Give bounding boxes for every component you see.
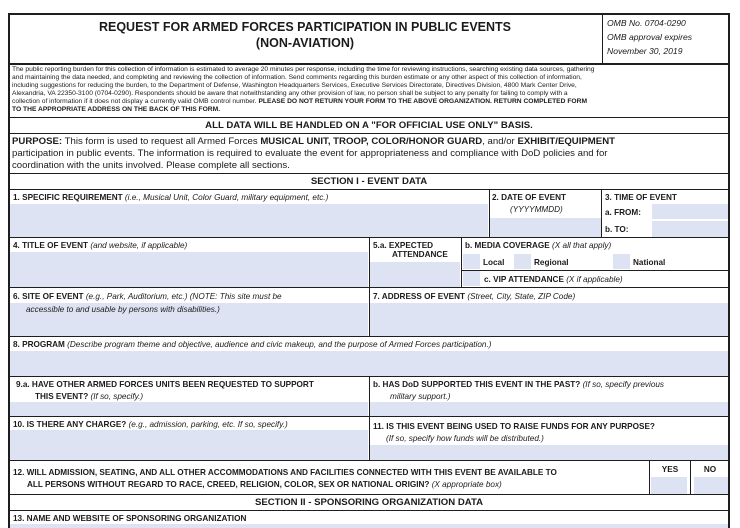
title-of-event-hint: (and website, if applicable) — [90, 241, 188, 250]
dod-supported-field[interactable] — [370, 402, 728, 416]
section-1-heading: SECTION I - EVENT DATA — [310, 176, 428, 187]
accommodations-label-2 — [27, 479, 502, 490]
other-units-label: 9.a. HAVE OTHER ARMED FORCES UNITS BEEN REQUESTED TO SUPPORT — [16, 380, 314, 389]
address-of-event-label — [373, 291, 575, 302]
address-of-event-hint: (Street, City, State, ZIP Code) — [467, 292, 576, 301]
no-checkbox[interactable] — [694, 477, 728, 494]
title-of-event-title: 4. TITLE OF EVENT — [13, 241, 89, 250]
purpose-label: PURPOSE: — [12, 136, 63, 147]
program-title: 8. PROGRAM — [13, 340, 65, 349]
other-units-field[interactable] — [10, 402, 368, 416]
omb-expiration-date: November 30, 2019 — [607, 46, 683, 56]
site-of-event-label — [13, 291, 282, 302]
accommodations-label: 12. WILL ADMISSION, SEATING, AND ALL OTHER ACCOMMODATIONS AND FACILITIES CONNECTED WITH THIS EVENT BE AVAILABLE TO — [13, 468, 557, 477]
address-of-event-field[interactable] — [370, 303, 728, 336]
site-of-event-title: 6. SITE OF EVENT — [13, 292, 84, 301]
accommodations-hint: (X appropriate box) — [431, 480, 502, 489]
no-label: NO — [703, 465, 717, 474]
burden-line-5 — [12, 98, 587, 106]
burden-line-1: The public reporting burden for this collection of information is estimated to average 20 minutes per response, including the time for reviewing instructions, searching existing data sources, gathering — [12, 66, 595, 73]
date-of-event-label: 2. DATE OF EVENT — [492, 193, 566, 202]
address-of-event-title: 7. ADDRESS OF EVENT — [373, 292, 466, 301]
date-of-event-field[interactable] — [490, 218, 601, 237]
burden-line-3: including suggestions for reducing the burden, to the Department of Defense, Washington Headquarters Services, Executive Services Directorate, Directives Division, 4800 Mark Center Drive, — [12, 82, 577, 89]
yes-label: YES — [661, 465, 679, 474]
specific-requirement-label — [13, 192, 328, 203]
dod-supported-hint: (If so, specify previous — [582, 380, 665, 389]
time-from-field[interactable] — [652, 204, 728, 219]
form-subtitle: (NON-AVIATION) — [255, 36, 355, 50]
purpose-bold-1: MUSICAL UNIT, TROOP, COLOR/HONOR GUARD — [260, 136, 483, 147]
specific-requirement-field[interactable] — [10, 204, 488, 237]
burden-line-6: TO THE APPROPRIATE ADDRESS ON THE BACK OF THIS FORM. — [12, 106, 221, 113]
media-coverage-label — [465, 240, 611, 251]
purpose-text-1: This form is used to request all Armed Forces — [64, 136, 258, 147]
vip-attendance-title: c. VIP ATTENDANCE — [484, 275, 564, 284]
any-charge-title: 10. IS THERE ANY CHARGE? — [13, 420, 127, 429]
section-2-heading: SECTION II - SPONSORING ORGANIZATION DATA — [254, 497, 484, 508]
local-checkbox[interactable] — [463, 254, 480, 269]
site-of-event-hint: (e.g., Park, Auditorium, etc.) (NOTE: This site must be — [85, 292, 282, 301]
raise-funds-hint: (If so, specify how funds will be distributed.) — [386, 434, 544, 443]
omb-expires-label: OMB approval expires — [607, 32, 693, 42]
other-units-title: THIS EVENT? — [35, 392, 89, 401]
program-label — [13, 339, 491, 350]
purpose-line-3: coordination with the units involved. Please complete all sections. — [12, 160, 290, 171]
dod-supported-title: b. HAS DoD SUPPORTED THIS EVENT IN THE PAST? — [373, 380, 581, 389]
national-label: National — [633, 258, 666, 267]
any-charge-hint: (e.g., admission, parking, etc. If so, specify.) — [128, 420, 288, 429]
date-of-event-hint: (YYYYMMDD) — [510, 205, 563, 214]
burden-line-5-text: collection of information if it does not display a currently valid OMB control number. — [12, 98, 257, 105]
expected-attendance-label: 5.a. EXPECTED — [373, 241, 434, 250]
title-of-event-label — [13, 240, 187, 251]
program-field[interactable] — [10, 351, 728, 376]
title-of-event-field[interactable] — [10, 252, 368, 287]
site-of-event-note: accessible to and usable by persons with disabilities.) — [26, 305, 220, 314]
regional-label: Regional — [534, 258, 569, 267]
time-from-label: a. FROM: — [605, 208, 641, 217]
purpose-line-1 — [12, 136, 615, 148]
time-to-field[interactable] — [652, 221, 728, 237]
burden-line-2: and maintaining the data needed, and completing and reviewing the collection of information. Send comments regarding this burden estimate or any other aspect of this collection of information, — [12, 74, 582, 81]
fouo-banner: ALL DATA WILL BE HANDLED ON A "FOR OFFICIAL USE ONLY" BASIS. — [205, 120, 533, 131]
expected-attendance-label-2: ATTENDANCE — [392, 250, 448, 259]
other-units-hint: (If so, specify.) — [90, 392, 144, 401]
vip-attendance-checkbox[interactable] — [463, 271, 480, 286]
purpose-bold-2: EXHIBIT/EQUIPMENT — [517, 136, 615, 147]
time-of-event-label: 3. TIME OF EVENT — [605, 193, 677, 202]
regional-checkbox[interactable] — [514, 254, 531, 269]
program-hint: (Describe program theme and objective, audience and civic makeup, and the purpose of Armed Forces participation.) — [67, 340, 492, 349]
purpose-text-2: , and/or — [482, 136, 515, 147]
media-coverage-hint: (X all that apply) — [552, 241, 612, 250]
any-charge-label — [13, 419, 288, 430]
accommodations-title: ALL PERSONS WITHOUT REGARD TO RACE, CREED, RELIGION, COLOR, SEX OR NATIONAL ORIGIN? — [27, 480, 430, 489]
vip-attendance-label — [484, 274, 623, 285]
sponsoring-organization-field[interactable] — [10, 524, 728, 528]
other-units-label-2 — [35, 391, 143, 402]
media-coverage-title: b. MEDIA COVERAGE — [465, 241, 550, 250]
time-to-label: b. TO: — [605, 225, 629, 234]
national-checkbox[interactable] — [613, 254, 630, 269]
expected-attendance-field[interactable] — [370, 262, 460, 287]
specific-requirement-hint: (i.e., Musical Unit, Color Guard, military equipment, etc.) — [124, 193, 329, 202]
dod-supported-label — [373, 379, 664, 390]
form-title: REQUEST FOR ARMED FORCES PARTICIPATION IN PUBLIC EVENTS — [98, 20, 512, 34]
burden-line-4: Alexandria, VA 22350-3100 (0704-0290). Respondents should be aware that notwithstanding any other provision of law, no person shall be subject to any penalty for failing to comply with a — [12, 90, 568, 97]
burden-line-5-warning: PLEASE DO NOT RETURN YOUR FORM TO THE ABOVE ORGANIZATION. RETURN COMPLETED FORM — [258, 98, 588, 105]
raise-funds-field[interactable] — [370, 445, 728, 460]
any-charge-field[interactable] — [10, 430, 368, 460]
sponsoring-organization-label: 13. NAME AND WEBSITE OF SPONSORING ORGANIZATION — [13, 514, 247, 523]
yes-checkbox[interactable] — [651, 477, 687, 494]
local-label: Local — [483, 258, 505, 267]
omb-number: OMB No. 0704-0290 — [607, 18, 686, 28]
specific-requirement-title: 1. SPECIFIC REQUIREMENT — [13, 193, 123, 202]
vip-attendance-hint: (X if applicable) — [566, 275, 623, 284]
purpose-line-2: participation in public events. The information is required to evaluate the event for appropriateness and compliance with DoD policies and for — [12, 148, 608, 159]
raise-funds-label: 11. IS THIS EVENT BEING USED TO RAISE FUNDS FOR ANY PURPOSE? — [373, 422, 655, 431]
dod-supported-hint-2: military support.) — [390, 392, 451, 401]
